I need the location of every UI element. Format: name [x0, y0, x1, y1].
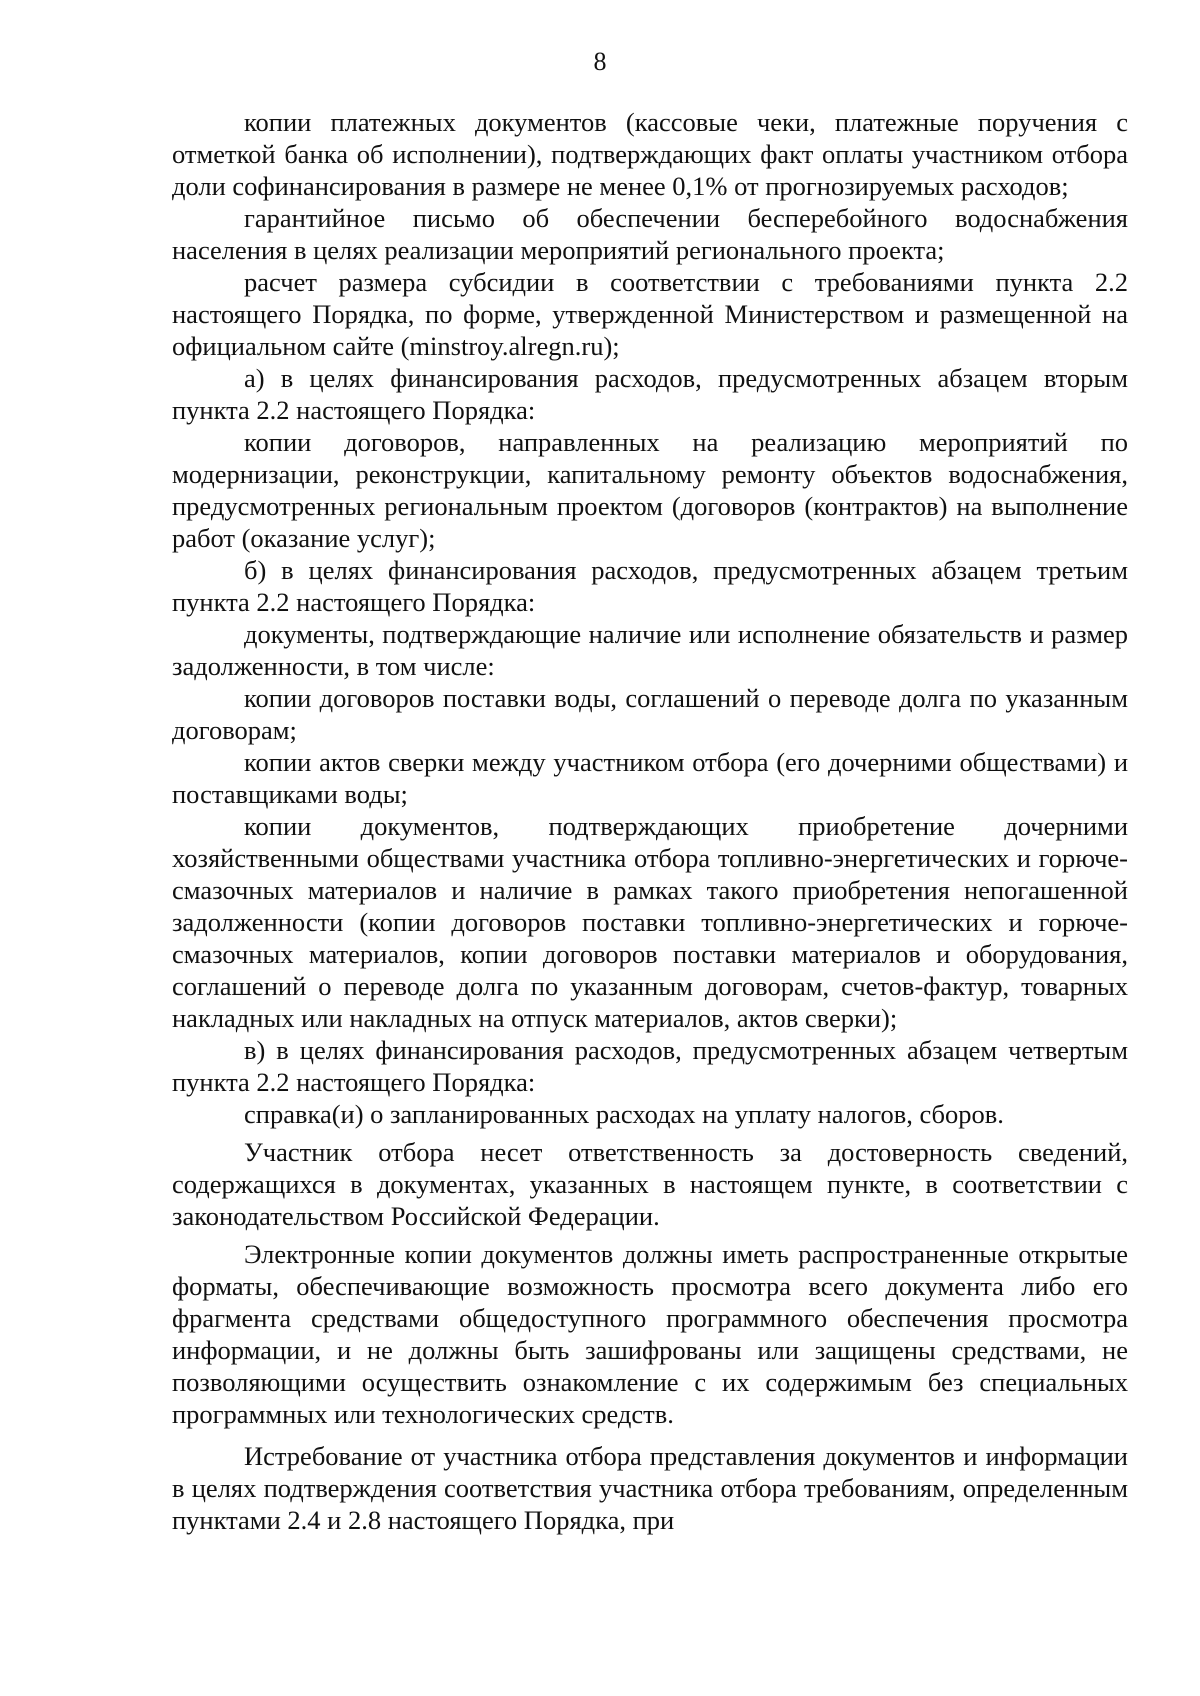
- paragraph-tax-statement: справка(и) о запланированных расходах на уплату налогов, сборов.: [244, 1099, 1004, 1129]
- document-body: [172, 106, 1128, 1536]
- paragraph-contracts-copies: копии договоров, направленных на реализацию мероприятий по модернизации, реконструкции, капитальному ремонту объектов водоснабжения, предусмотренных региональным проектом (договоров (контрактов) на выполнение работ (оказание услуг);: [172, 427, 1128, 553]
- paragraph-electronic-copies: Электронные копии документов должны иметь распространенные открытые форматы, обеспечивающие возможность просмотра всего документа либо его фрагмента средствами общедоступного программного обеспечения просмотра информации, и не должны быть зашифрованы или защищены средствами, не позволяющими осуществить ознакомление с их содержимым без специальных программных или технологических средств.: [172, 1239, 1128, 1429]
- paragraph-subsidy-calculation: расчет размера субсидии в соответствии с требованиями пункта 2.2 настоящего Порядка, по форме, утвержденной Министерством и размещенной на официальном сайте (minstroy.alregn.ru);: [172, 267, 1128, 361]
- paragraph-guarantee-letter: гарантийное письмо об обеспечении бесперебойного водоснабжения населения в целях реализации мероприятий регионального проекта;: [172, 203, 1128, 265]
- paragraph-item-a: а) в целях финансирования расходов, предусмотренных абзацем вторым пункта 2.2 настоящего Порядка:: [172, 363, 1128, 425]
- paragraph-fuel-documents: копии документов, подтверждающих приобретение дочерними хозяйственными обществами участника отбора топливно-энергетических и горюче-смазочных материалов и наличие в рамках такого приобретения непогашенной задолженности (копии договоров поставки топливно-энергетических и горюче-смазочных материалов, копии договоров поставки материалов и оборудования, соглашений о переводе долга по указанным договорам, счетов-фактур, товарных накладных или накладных на отпуск материалов, актов сверки);: [172, 811, 1128, 1033]
- paragraph-information-request: Истребование от участника отбора представления документов и информации в целях подтверждения соответствия участника отбора требованиям, определенным пунктами 2.4 и 2.8 настоящего Порядка, при: [172, 1441, 1128, 1535]
- paragraph-item-b: б) в целях финансирования расходов, предусмотренных абзацем третьим пункта 2.2 настоящего Порядка:: [172, 555, 1128, 617]
- paragraph-water-supply-contracts: копии договоров поставки воды, соглашений о переводе долга по указанным договорам;: [172, 683, 1128, 745]
- paragraph-item-v: в) в целях финансирования расходов, предусмотренных абзацем четвертым пункта 2.2 настоящего Порядка:: [172, 1035, 1128, 1097]
- page-number: 8: [593, 47, 607, 76]
- paragraph-reconciliation-acts: копии актов сверки между участником отбора (его дочерними обществами) и поставщиками воды;: [172, 747, 1128, 809]
- paragraph-obligation-documents: документы, подтверждающие наличие или исполнение обязательств и размер задолженности, в том числе:: [172, 619, 1128, 681]
- paragraph-responsibility: Участник отбора несет ответственность за достоверность сведений, содержащихся в документах, указанных в настоящем пункте, в соответствии с законодательством Российской Федерации.: [172, 1137, 1128, 1231]
- paragraph-payment-documents: копии платежных документов (кассовые чеки, платежные поручения с отметкой банка об исполнении), подтверждающих факт оплаты участником отбора доли софинансирования в размере не менее 0,1% от прогнозируемых расходов;: [172, 107, 1128, 201]
